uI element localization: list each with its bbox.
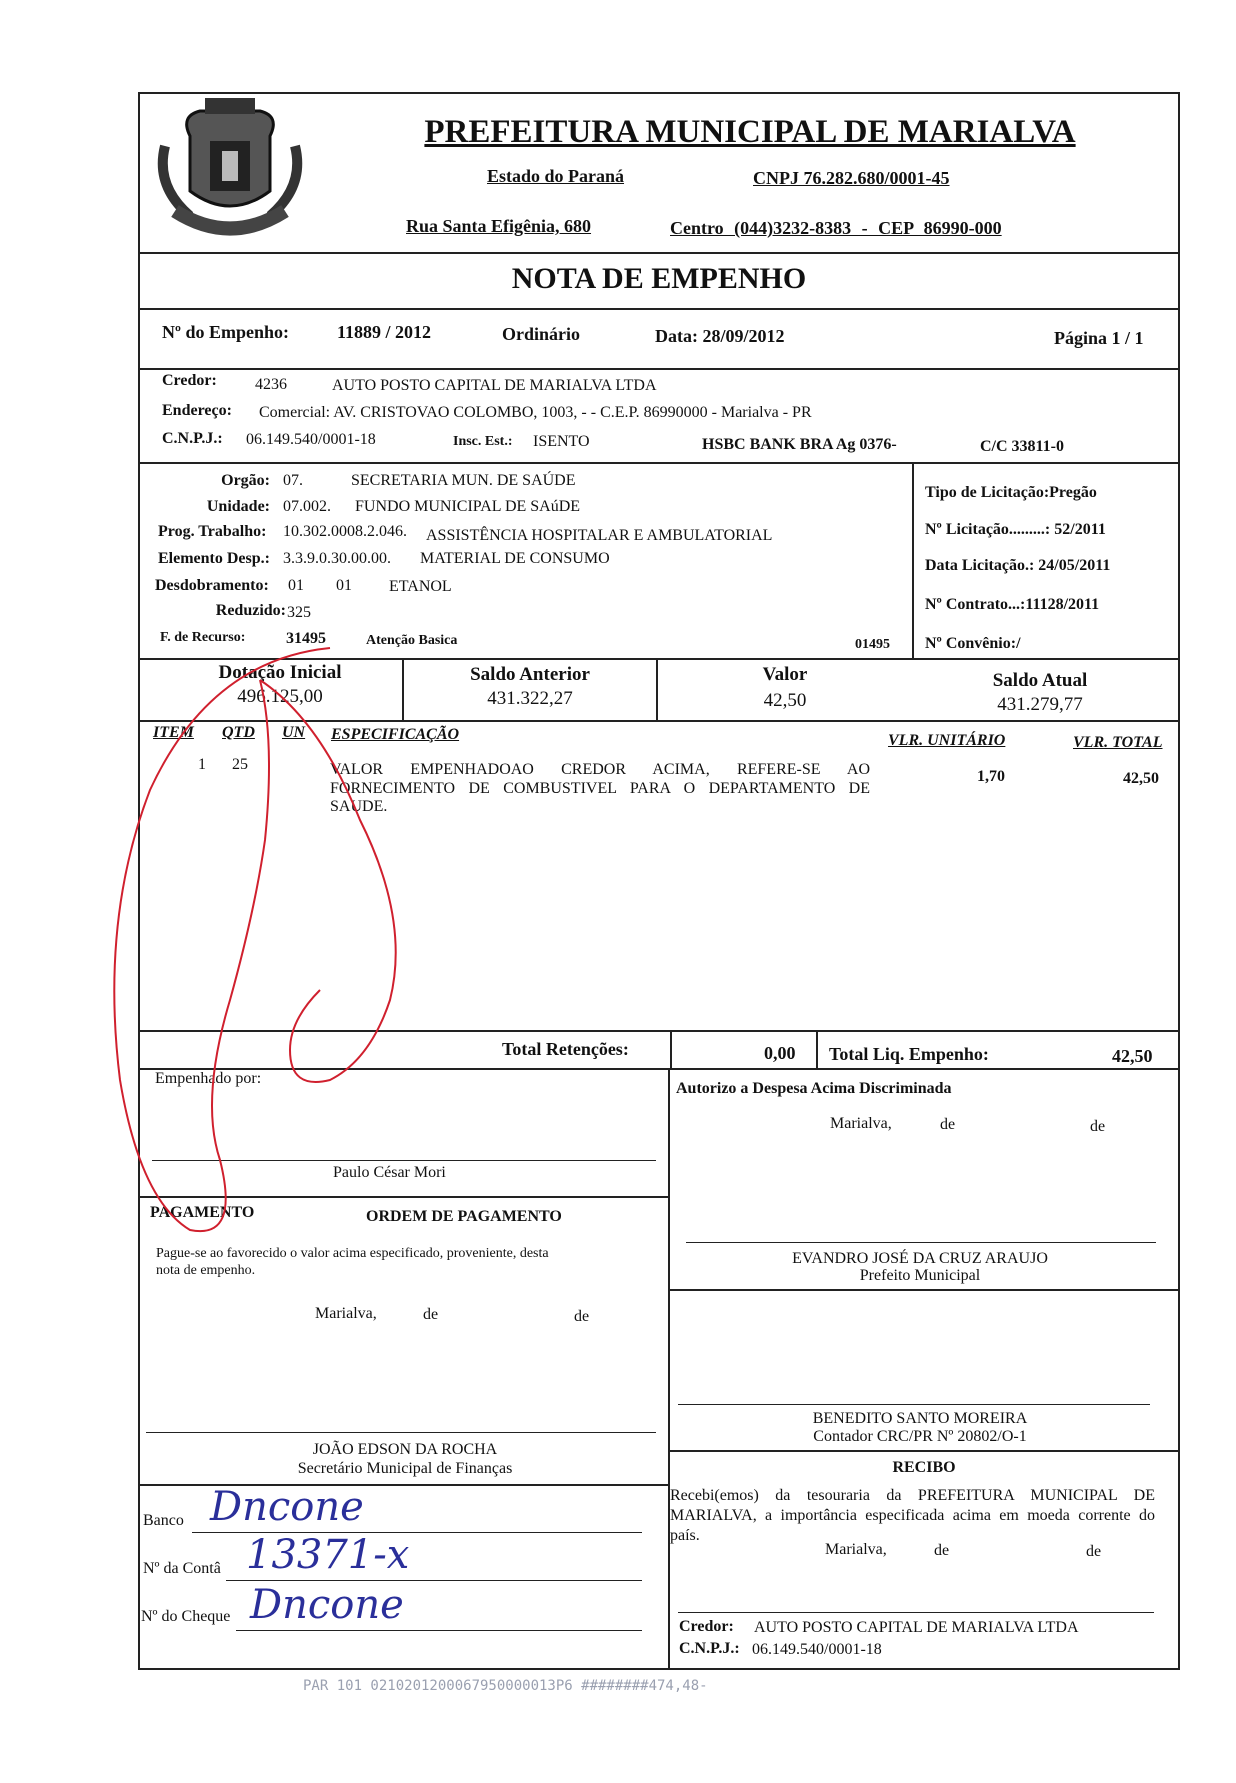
- right-de-1: de: [940, 1116, 956, 1133]
- saldo-atual-value: 431.279,77: [997, 694, 1083, 715]
- endereco-label: Endereço:: [162, 402, 232, 419]
- endereco-value: Comercial: AV. CRISTOVAO COLOMBO, 1003, - - C.E.P. 86990000 - Marialva - PR: [259, 404, 812, 421]
- valor-label: Valor: [762, 664, 808, 685]
- red-pen-mark: [90, 640, 490, 1260]
- recibo-title: RECIBO: [892, 1459, 956, 1476]
- recibo-text-line-1: Recebi(emos) da tesouraria da PREFEITURA MUNICIPAL DE: [670, 1487, 1155, 1504]
- licitacao-contrato: Nº Contrato...:11128/2011: [925, 596, 1100, 613]
- prog-name: ASSISTÊNCIA HOSPITALAR E AMBULATORIAL: [426, 527, 773, 544]
- recibo-text-line-3: país.: [670, 1527, 700, 1544]
- municipality-title: PREFEITURA MUNICIPAL DE MARIALVA: [424, 114, 1076, 150]
- address-rest: Centro (044)3232-8383 - CEP 86990-000: [670, 218, 1002, 238]
- dotacao-value: 496.125,00: [237, 686, 323, 707]
- autorizo-label: Autorizo a Despesa Acima Discriminada: [676, 1080, 952, 1097]
- empenho-type: Ordinário: [502, 324, 581, 344]
- retencoes-value: 0,00: [764, 1043, 796, 1063]
- banco-label: Banco: [143, 1512, 184, 1529]
- secretario-role: Secretário Municipal de Finanças: [297, 1460, 513, 1477]
- licitacao-numero: Nº Licitação.........: 52/2011: [925, 521, 1106, 538]
- recibo-city-date: Marialva,: [825, 1541, 887, 1558]
- orgao-label: Orgão:: [221, 472, 270, 489]
- empenhado-name: Paulo César Mori: [333, 1164, 446, 1181]
- item-description-line-3: SAUDE.: [330, 798, 388, 815]
- insc-label: Insc. Est.:: [453, 434, 513, 449]
- saldo-atual-label: Saldo Atual: [992, 670, 1088, 691]
- contador-name: BENEDITO SANTO MOREIRA: [812, 1410, 1028, 1427]
- col-especificacao-header: ESPECIFICAÇÃO: [331, 726, 460, 743]
- prefeito-name: EVANDRO JOSÉ DA CRUZ ARAUJO: [792, 1250, 1048, 1267]
- col-unit-value-header: VLR. UNITÁRIO: [888, 732, 1006, 749]
- recibo-credor-label: Credor:: [679, 1618, 734, 1635]
- reduzido-value: 325: [287, 604, 311, 621]
- banco-handwritten: Dncone: [210, 1484, 364, 1530]
- pagamento-label: PAGAMENTO: [150, 1204, 255, 1221]
- prog-code: 10.302.0008.2.046.: [283, 523, 407, 540]
- licitacao-data: Data Licitação.: 24/05/2011: [925, 557, 1111, 574]
- orgao-code: 07.: [283, 472, 303, 489]
- account-info: C/C 33811-0: [980, 438, 1064, 455]
- recurso-code: 01495: [855, 637, 890, 652]
- secretario-name: JOÃO EDSON DA ROCHA: [312, 1441, 498, 1458]
- page-number: Página 1 / 1: [1054, 328, 1144, 348]
- cheque-label: Nº do Cheque: [141, 1608, 231, 1625]
- recurso-name: Atenção Basica: [366, 633, 458, 648]
- prefeito-role: Prefeito Municipal: [859, 1267, 981, 1284]
- street-address: Rua Santa Efigênia, 680: [406, 216, 592, 236]
- credor-cnpj-label: C.N.P.J.:: [162, 430, 223, 447]
- empenho-number: 11889 / 2012: [337, 322, 432, 342]
- credor-label: Credor:: [162, 372, 217, 389]
- col-un-header: UN: [282, 724, 306, 741]
- item-qtd: 25: [232, 756, 248, 773]
- contador-role: Contador CRC/PR Nº 20802/O-1: [813, 1428, 1027, 1445]
- unidade-code: 07.002.: [283, 498, 331, 515]
- recibo-de-2: de: [1086, 1543, 1102, 1560]
- empenho-label: Nº do Empenho:: [162, 322, 289, 342]
- elemento-name: MATERIAL DE CONSUMO: [420, 550, 610, 567]
- item-total-value: 42,50: [1123, 770, 1159, 787]
- unidade-name: FUNDO MUNICIPAL DE SAúDE: [355, 498, 581, 515]
- footer-code: PAR 101 0210201200067950000013P6 ########474,48-: [303, 1678, 708, 1694]
- retencoes-label: Total Retenções:: [502, 1039, 629, 1059]
- elemento-label: Elemento Desp.:: [158, 550, 270, 567]
- saldo-anterior-value: 431.322,27: [487, 688, 573, 709]
- left-de-1: de: [423, 1306, 439, 1323]
- item-unit-value: 1,70: [977, 768, 1005, 785]
- dotacao-label: Dotação Inicial: [218, 662, 342, 683]
- insc-value: ISENTO: [533, 433, 590, 450]
- recurso-label: F. de Recurso:: [160, 630, 246, 645]
- item-description-line-1: VALOR EMPENHADOAO CREDOR ACIMA, REFERE-SE AO: [330, 761, 870, 778]
- recibo-credor-value: AUTO POSTO CAPITAL DE MARIALVA LTDA: [754, 1619, 1079, 1636]
- empenho-date: Data: 28/09/2012: [655, 326, 785, 346]
- unidade-label: Unidade:: [206, 498, 270, 515]
- reduzido-label: Reduzido:: [215, 602, 286, 619]
- prog-label: Prog. Trabalho:: [158, 523, 267, 540]
- liquido-value: 42,50: [1112, 1046, 1153, 1066]
- col-qtd-header: QTD: [222, 724, 255, 741]
- right-de-2: de: [1090, 1118, 1106, 1135]
- recibo-text-line-2: MARIALVA, a importância especificada acima em moeda corrente do: [670, 1507, 1155, 1524]
- saldo-anterior-label: Saldo Anterior: [470, 664, 590, 685]
- coat-of-arms-seal: [150, 96, 310, 236]
- recibo-cnpj-label: C.N.P.J.:: [679, 1640, 740, 1657]
- elemento-code: 3.3.9.0.30.00.00.: [283, 550, 391, 567]
- item-description-line-2: FORNECIMENTO DE COMBUSTIVEL PARA O DEPARTAMENTO DE: [330, 780, 870, 797]
- recurso-value: 31495: [286, 630, 326, 647]
- recibo-cnpj-value: 06.149.540/0001-18: [752, 1641, 882, 1658]
- licitacao-convenio: Nº Convênio:/: [925, 635, 1021, 652]
- credor-cnpj-value: 06.149.540/0001-18: [246, 431, 376, 448]
- cheque-handwritten: Dncone: [250, 1582, 404, 1628]
- credor-code: 4236: [255, 376, 287, 393]
- bank-info: HSBC BANK BRA Ag 0376-: [702, 436, 897, 453]
- cnpj-label: CNPJ 76.282.680/0001-45: [753, 168, 950, 188]
- col-total-value-header: VLR. TOTAL: [1073, 734, 1163, 751]
- orgao-name: SECRETARIA MUN. DE SAÚDE: [351, 472, 576, 489]
- desdobramento-label: Desdobramento:: [155, 577, 269, 594]
- recibo-de-1: de: [934, 1542, 950, 1559]
- desdobramento-a: 01: [288, 577, 304, 594]
- left-de-2: de: [574, 1308, 590, 1325]
- col-item-header: ITEM: [153, 724, 194, 741]
- state-label: Estado do Paraná: [487, 166, 625, 186]
- conta-handwritten: 13371-x: [246, 1532, 410, 1578]
- liquido-label: Total Liq. Empenho:: [829, 1044, 989, 1064]
- item-number: 1: [198, 756, 206, 773]
- left-city-date: Marialva,: [315, 1305, 377, 1322]
- licitacao-tipo: Tipo de Licitação:Pregão: [925, 484, 1097, 501]
- valor-value: 42,50: [763, 690, 807, 711]
- pague-text-line-2: nota de empenho.: [156, 1263, 256, 1278]
- ordem-pagamento-label: ORDEM DE PAGAMENTO: [366, 1208, 562, 1225]
- empenhado-label: Empenhado por:: [155, 1070, 262, 1087]
- conta-label: Nº da Contâ: [143, 1560, 221, 1577]
- desdobramento-b: 01: [336, 577, 352, 594]
- document-title: NOTA DE EMPENHO: [511, 262, 807, 295]
- right-city-date: Marialva,: [830, 1115, 892, 1132]
- credor-name: AUTO POSTO CAPITAL DE MARIALVA LTDA: [332, 377, 657, 394]
- desdobramento-name: ETANOL: [389, 578, 452, 595]
- pague-text-line-1: Pague-se ao favorecido o valor acima especificado, proveniente, desta: [156, 1246, 549, 1261]
